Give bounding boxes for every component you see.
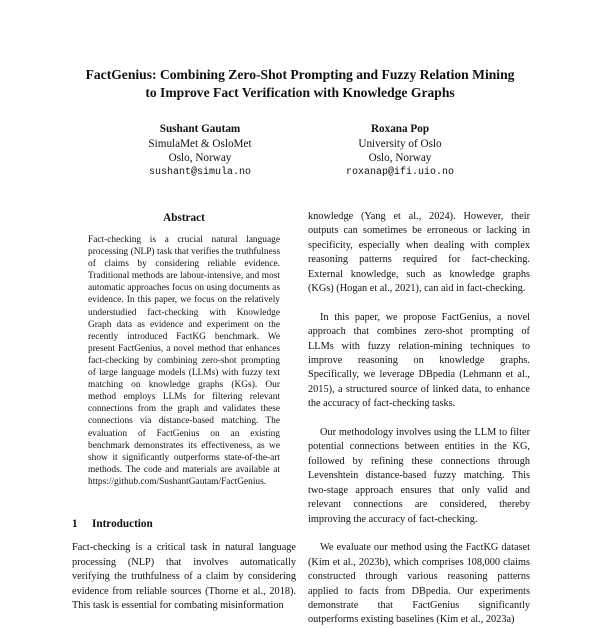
paper-title	[40, 66, 560, 102]
abstract-heading: Abstract	[163, 212, 205, 224]
author-name: Roxana Pop	[370, 123, 430, 135]
author-affiliation: SimulaMet & OsloMet	[148, 137, 252, 150]
body-paragraph-3: Our methodology involves using the LLM to filter potential connections between entities in the KG, followed by refining these connections through Levenshtein distance-based fuzzy matching. This two-stage approach ensures that only valid and relevant connections are considered, thereby improving the accuracy of fact-checking.	[308, 427, 530, 525]
section-title: Introduction	[92, 518, 153, 530]
paper-title-line-2: to Improve Fact Verification with Knowledge Graphs	[145, 85, 455, 100]
section-heading	[72, 517, 296, 531]
author-location: Oslo, Norway	[368, 152, 432, 164]
intro-paragraph-1: Fact-checking is a critical task in natural language processing (NLP) that involves automatically verifying the truthfulness of a claim by considering evidence from reliable sources (Thorne et al., 2018). This task is essential for combating misinformation	[72, 542, 296, 611]
author-email: sushant@simula.no	[148, 166, 252, 178]
body-paragraph-2: In this paper, we propose FactGenius, a novel approach that combines zero-shot prompting of LLMs with fuzzy relation-mining techniques to improve reasoning on knowledge graphs. Specifically, we leverage DBpedia (Lehmann et al., 2015), a structured source of linked data, to enhance the accuracy of fact-checking tasks.	[308, 311, 530, 410]
right-column-body	[308, 210, 530, 626]
author-name: Sushant Gautam	[159, 123, 241, 135]
body-paragraph-4: We evaluate our method using the FactKG dataset (Kim et al., 2023b), which comprises 108,000 claims constructed through various reasoning patterns applied to facts from DBpedia. Our experiments demonstrate that FactGenius significantly outperforms existing baselines (Kim et al., 2023a)	[308, 542, 530, 626]
abstract-text: Fact-checking is a crucial natural language processing (NLP) task that verifies the truthfulness of claims by considering reliable evidence. Traditional methods are labour-intensive, and most automatic approaches focus on using documents as evidence. In this paper, we focus on the relatively understudied fact-checking with Knowledge Graph data as evidence and experiment on the recently introduced FactKG benchmark. We present FactGenius, a novel method that enhances fact-checking by combining zero-shot prompting of large language models (LLMs) with fuzzy text matching on knowledge graphs (KGs). Our method employs LLMs for filtering relevant connections from the graph and validates these connections via distance-based matching. The evaluation of FactGenius on an existing benchmark demonstrates its effectiveness, as we show it significantly outperforms state-of-the-art methods. The code and materials are available at https://github.com/SushantGautam/FactGenius.	[88, 235, 280, 487]
left-column-body	[72, 541, 296, 614]
body-paragraph-1: knowledge (Yang et al., 2024). However, their outputs can sometimes be erroneous or lacking in specificity, especially when dealing with complex reasoning patterns required for fact-checking. External knowledge, such as knowledge graphs (KGs) (Hogan et al., 2021), can aid in fact-checking.	[308, 211, 530, 295]
author-email: roxanap@ifi.uio.no	[345, 166, 455, 178]
author-affiliation: University of Oslo	[358, 137, 442, 150]
author-block-2	[300, 122, 500, 180]
paper-title-line-1: FactGenius: Combining Zero-Shot Prompting and Fuzzy Relation Mining	[85, 67, 515, 82]
author-block-1	[100, 122, 300, 180]
author-location: Oslo, Norway	[168, 152, 232, 164]
section-number: 1	[72, 518, 78, 530]
